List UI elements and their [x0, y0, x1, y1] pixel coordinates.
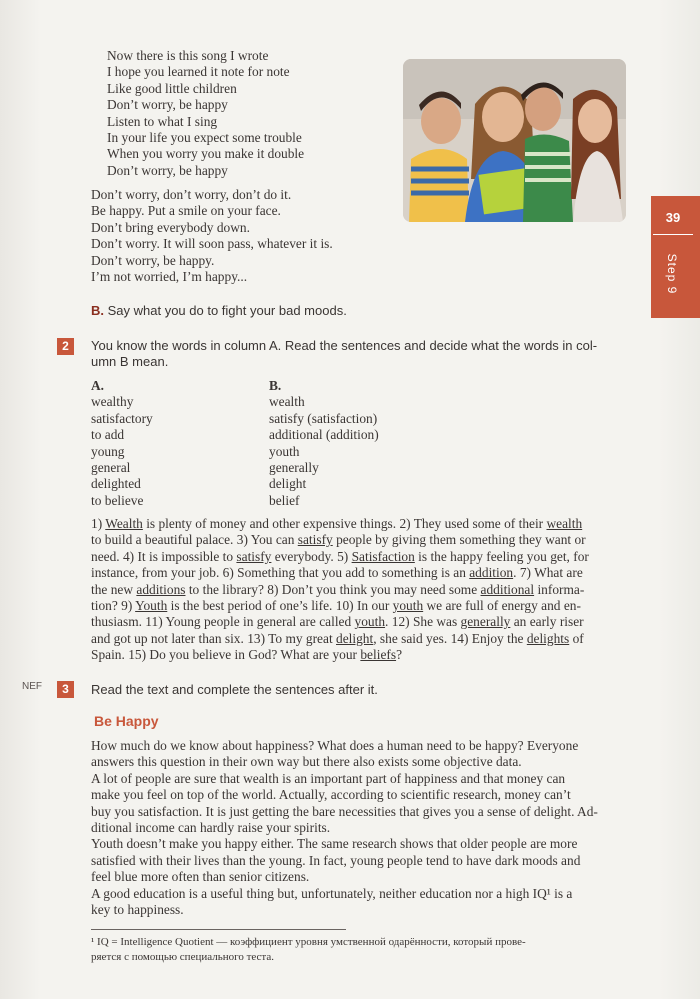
- song-line: Listen to what I sing: [107, 113, 218, 129]
- step-label: Step 9: [665, 253, 679, 295]
- column-b-word: delight: [269, 476, 307, 492]
- column-b-word: satisfy (satisfaction): [269, 410, 378, 426]
- column-b-word: belief: [269, 492, 300, 508]
- text-line: key to happiness.: [91, 902, 184, 918]
- text-line: Youth doesn’t make you happy either. The same research shows that older people are more: [91, 836, 578, 852]
- song-chorus: [91, 187, 333, 285]
- be-happy-text: [91, 738, 641, 918]
- column-a-word: young: [91, 443, 125, 459]
- column-a: [91, 378, 153, 509]
- text-line: ditional income can hardly raise your spirits.: [91, 820, 331, 836]
- sentence-line: the new additions to the library? 8) Don’t you think you may need some additional informa-: [91, 581, 585, 597]
- column-a-word: general: [91, 460, 131, 476]
- column-b-heading: B.: [269, 378, 282, 393]
- song-line: Don’t worry, be happy: [107, 162, 228, 178]
- column-a-heading: A.: [91, 378, 105, 393]
- footnote-divider: [91, 929, 346, 930]
- exercise-2-number: 2: [57, 338, 74, 355]
- tab-divider: [653, 234, 693, 235]
- song-line: When you worry you make it double: [107, 146, 305, 162]
- task-b-letter: B.: [91, 303, 104, 318]
- exercise-3-number: 3: [57, 681, 74, 698]
- teenagers-photo: [403, 59, 626, 222]
- exercise-2-sentences: [91, 516, 641, 664]
- column-b-word: youth: [269, 443, 300, 459]
- chorus-line: Don’t worry, don’t worry, don’t do it.: [91, 187, 292, 202]
- text-line: satisfied with their lives than the young. In fact, young people tend to have dark moods and: [91, 852, 581, 868]
- sentence-line: tion? 9) Youth is the best period of one’s life. 10) In our youth we are full of energy and en-: [91, 598, 581, 614]
- chorus-line: I’m not worried, I’m happy...: [91, 269, 248, 285]
- column-a-word: to add: [91, 427, 125, 443]
- column-b-word: generally: [269, 460, 319, 476]
- text-line: How much do we know about happiness? What does a human need to be happy? Everyone: [91, 738, 579, 753]
- exercise-2-instruction: You know the words in column A. Read the sentences and decide what the words in col- umn B mean.: [91, 338, 598, 369]
- column-b: [269, 378, 379, 509]
- text-line: A lot of people are sure that wealth is an important part of happiness and that money can: [91, 770, 566, 786]
- column-b-word: wealth: [269, 394, 305, 410]
- footnote: ¹ IQ = Intelligence Quotient — коэффициент уровня умственной одарённости, который прове- ряется с помощью специального теста.: [91, 936, 526, 963]
- text-line: A good education is a useful thing but, unfortunately, neither education nor a high IQ¹ is a: [91, 885, 573, 901]
- sentence-line: and got up not later than six. 13) To my great delight, she said yes. 14) Enjoy the delights of: [91, 630, 584, 646]
- chorus-line: Don’t worry. It will soon pass, whatever it is.: [91, 236, 333, 252]
- song-line: Like good little children: [107, 80, 237, 96]
- sentence-line: need. 4) It is impossible to satisfy everybody. 5) Satisfaction is the happy feeling you get, for: [91, 548, 589, 564]
- song-line: Don’t worry, be happy: [107, 97, 228, 113]
- chorus-line: Don’t bring everybody down.: [91, 219, 250, 235]
- text-title: Be Happy: [94, 713, 159, 729]
- page-number: 39: [665, 210, 681, 225]
- chorus-line: Be happy. Put a smile on your face.: [91, 203, 281, 219]
- column-b-word: additional (addition): [269, 427, 379, 443]
- sentence-line: 1) Wealth is plenty of money and other expensive things. 2) They used some of their wealth: [91, 516, 583, 531]
- text-line: buy you satisfaction. It is just getting the bare necessities that gives you a sense of delight. Ad-: [91, 803, 598, 819]
- exercise-3-instruction: Read the text and complete the sentences after it.: [91, 682, 378, 697]
- sentence-line: thusiasm. 11) Young people in general are called youth. 12) She was generally an early riser: [91, 614, 584, 630]
- song-line: Now there is this song I wrote: [107, 48, 269, 63]
- sentence-line: instance, from your job. 6) Something that you add to something is an addition. 7) What are: [91, 565, 583, 581]
- text-line: feel blue more often than senior citizens.: [91, 869, 310, 885]
- column-a-word: satisfactory: [91, 410, 153, 426]
- song-line: In your life you expect some trouble: [107, 130, 302, 146]
- song-verse: [107, 48, 304, 179]
- column-a-word: delighted: [91, 476, 141, 492]
- column-a-word: to believe: [91, 492, 144, 508]
- sentence-line: to build a beautiful palace. 3) You can satisfy people by giving them something they want or: [91, 532, 586, 548]
- sentence-line: Spain. 15) Do you believe in God? What are your beliefs?: [91, 647, 403, 663]
- nef-icon: NEF: [22, 681, 42, 692]
- task-b-instruction: B. Say what you do to fight your bad moods.: [91, 303, 347, 318]
- column-a-word: wealthy: [91, 394, 134, 410]
- text-line: make you feel on top of the world. Actually, according to scientific research, money can’t: [91, 787, 571, 803]
- song-line: I hope you learned it note for note: [107, 64, 290, 80]
- text-line: answers this question in their own way but there also exists some objective data.: [91, 754, 522, 770]
- chorus-line: Don’t worry, be happy.: [91, 252, 215, 268]
